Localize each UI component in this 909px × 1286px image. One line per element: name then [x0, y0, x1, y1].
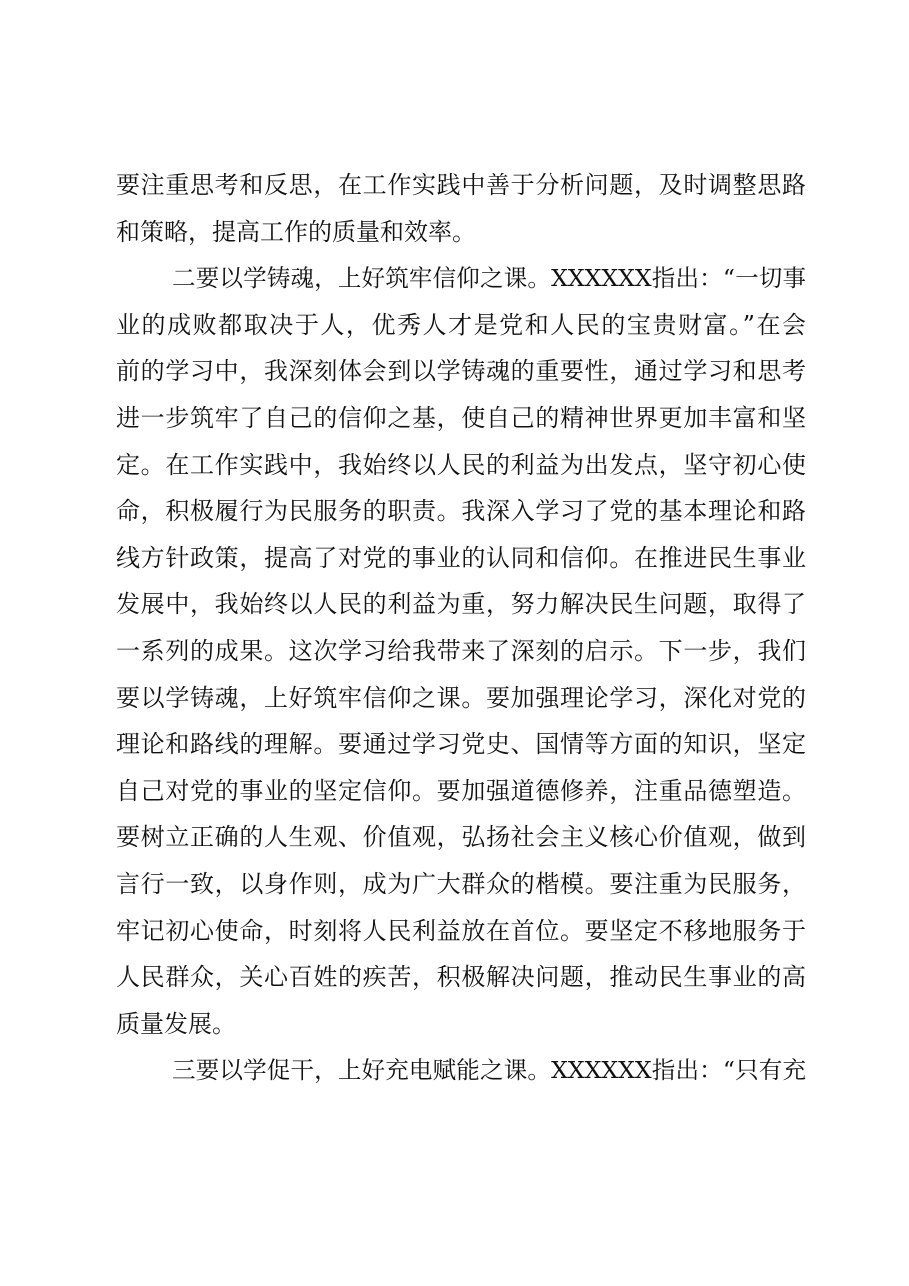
paragraph-1-line-1: 要注重思考和反思，在工作实践中善于分析问题，及时调整思路 — [116, 171, 806, 199]
paragraph-2-line-11: 理论和路线的理解。要通过学习党史、国情等方面的知识，坚定 — [116, 730, 806, 759]
paragraph-2-line-14: 言行一致，以身作则，成为广大群众的楷模。要注重为民服务， — [116, 869, 806, 898]
paragraph-2-line-5: 定。在工作实践中，我始终以人民的利益为出发点，坚守初心使 — [116, 450, 806, 479]
paragraph-2-line-15: 牢记初心使命，时刻将人民利益放在首位。要坚定不移地服务于 — [116, 916, 806, 945]
paragraph-2-line-10: 要以学铸魂，上好筑牢信仰之课。要加强理论学习，深化对党的 — [116, 683, 806, 712]
paragraph-2-line-9: 一系列的成果。这次学习给我带来了深刻的启示。下一步，我们 — [116, 636, 806, 665]
paragraph-2-line-2: 业的成败都取决于人，优秀人才是党和人民的宝贵财富。”在会 — [116, 310, 806, 339]
paragraph-2-line-1: 二要以学铸魂，上好筑牢信仰之课。XXXXXX指出：“一切事 — [172, 264, 806, 293]
paragraph-2-line-12: 自己对党的事业的坚定信仰。要加强道德修养，注重品德塑造。 — [116, 776, 806, 805]
paragraph-2-line-16: 人民群众，关心百姓的疾苦，积极解决问题，推动民生事业的高 — [116, 963, 806, 992]
paragraph-2-line-7: 线方针政策，提高了对党的事业的认同和信仰。在推进民生事业 — [116, 543, 806, 572]
paragraph-2-line-6: 命，积极履行为民服务的职责。我深入学习了党的基本理论和路 — [116, 497, 806, 526]
paragraph-2-line-8: 发展中，我始终以人民的利益为重，努力解决民生问题，取得了 — [116, 590, 806, 619]
document-body — [116, 162, 806, 1094]
paragraph-2-line-3: 前的学习中，我深刻体会到以学铸魂的重要性，通过学习和思考 — [116, 357, 806, 386]
paragraph-2-line-13: 要树立正确的人生观、价值观，弘扬社会主义核心价值观，做到 — [116, 823, 806, 852]
paragraph-3-line-1: 三要以学促干，上好充电赋能之课。XXXXXX指出：“只有充 — [172, 1056, 806, 1085]
paragraph-1-line-2: 和策略，提高工作的质量和效率。 — [116, 217, 476, 246]
paragraph-2-line-17: 质量发展。 — [116, 1009, 236, 1038]
paragraph-2-line-4: 进一步筑牢了自己的信仰之基，使自己的精神世界更加丰富和坚 — [116, 403, 806, 432]
